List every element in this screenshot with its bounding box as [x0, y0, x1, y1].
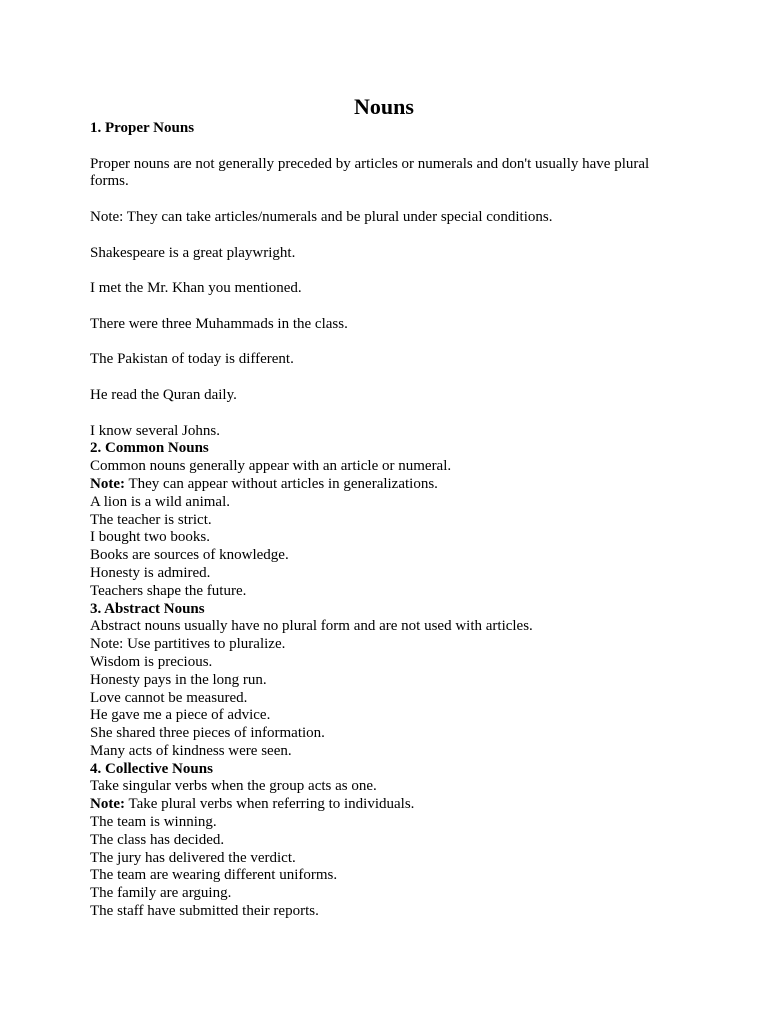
- example-sentence: Shakespeare is a great playwright.: [90, 244, 296, 261]
- example-sentence: Love cannot be measured.: [90, 689, 248, 706]
- spacer: [90, 334, 680, 352]
- section-heading: 4. Collective Nouns: [90, 760, 213, 777]
- example-sentence: Books are sources of knowledge.: [90, 547, 289, 564]
- section-heading: 2. Common Nouns: [90, 440, 209, 457]
- page-title: Nouns: [354, 94, 414, 119]
- example-sentence: There were three Muhammads in the class.: [90, 315, 348, 332]
- example-sentence: Teachers shape the future.: [90, 582, 247, 599]
- example-sentence: The team is winning.: [90, 814, 217, 831]
- section-description: Common nouns generally appear with an article or numeral.: [90, 458, 452, 475]
- note-text: They can appear without articles in generalizations.: [124, 475, 438, 492]
- example-sentence: He gave me a piece of advice.: [90, 707, 271, 724]
- example-sentence: Honesty pays in the long run.: [90, 671, 267, 688]
- example-sentence: She shared three pieces of information.: [90, 725, 325, 742]
- spacer: [90, 138, 680, 156]
- example-sentence: The staff have submitted their reports.: [90, 903, 319, 920]
- example-sentence: I bought two books.: [90, 529, 210, 546]
- example-sentence: Honesty is admired.: [90, 564, 211, 581]
- note-label: Note:: [90, 796, 125, 813]
- section-proper-nouns: [90, 120, 680, 440]
- section-heading: 3. Abstract Nouns: [90, 600, 205, 617]
- section-common-nouns: [90, 440, 680, 600]
- example-sentence: He read the Quran daily.: [90, 386, 237, 403]
- section-note: Note: Use partitives to pluralize.: [90, 636, 286, 653]
- spacer: [90, 405, 680, 423]
- example-sentence: The class has decided.: [90, 831, 225, 848]
- example-sentence: I met the Mr. Khan you mentioned.: [90, 280, 302, 297]
- spacer: [90, 227, 680, 245]
- example-sentence: The Pakistan of today is different.: [90, 351, 294, 368]
- spacer: [90, 369, 680, 387]
- document-page: [90, 94, 680, 921]
- example-sentence: The team are wearing different uniforms.: [90, 867, 338, 884]
- note-text: Take plural verbs when referring to individuals.: [124, 796, 415, 813]
- section-description: Take singular verbs when the group acts as one.: [90, 778, 377, 795]
- example-sentence: Many acts of kindness were seen.: [90, 742, 292, 759]
- section-note: Note: They can take articles/numerals and be plural under special conditions.: [90, 208, 553, 225]
- example-sentence: A lion is a wild animal.: [90, 493, 230, 510]
- example-sentence: The jury has delivered the verdict.: [90, 849, 296, 866]
- example-sentence: Wisdom is precious.: [90, 653, 213, 670]
- section-description: Proper nouns are not generally preceded by articles or numerals and don't usually have plural forms.: [90, 155, 650, 190]
- spacer: [90, 262, 680, 280]
- section-collective-nouns: [90, 761, 680, 921]
- section-note: [90, 476, 680, 494]
- section-heading: 1. Proper Nouns: [90, 120, 195, 136]
- example-sentence: I know several Johns.: [90, 422, 220, 439]
- section-note: [90, 796, 680, 814]
- section-abstract-nouns: [90, 601, 680, 761]
- section-description: Abstract nouns usually have no plural form and are not used with articles.: [90, 618, 533, 635]
- spacer: [90, 298, 680, 316]
- example-sentence: The teacher is strict.: [90, 511, 212, 528]
- example-sentence: The family are arguing.: [90, 885, 232, 902]
- note-label: Note:: [90, 475, 125, 492]
- spacer: [90, 191, 680, 209]
